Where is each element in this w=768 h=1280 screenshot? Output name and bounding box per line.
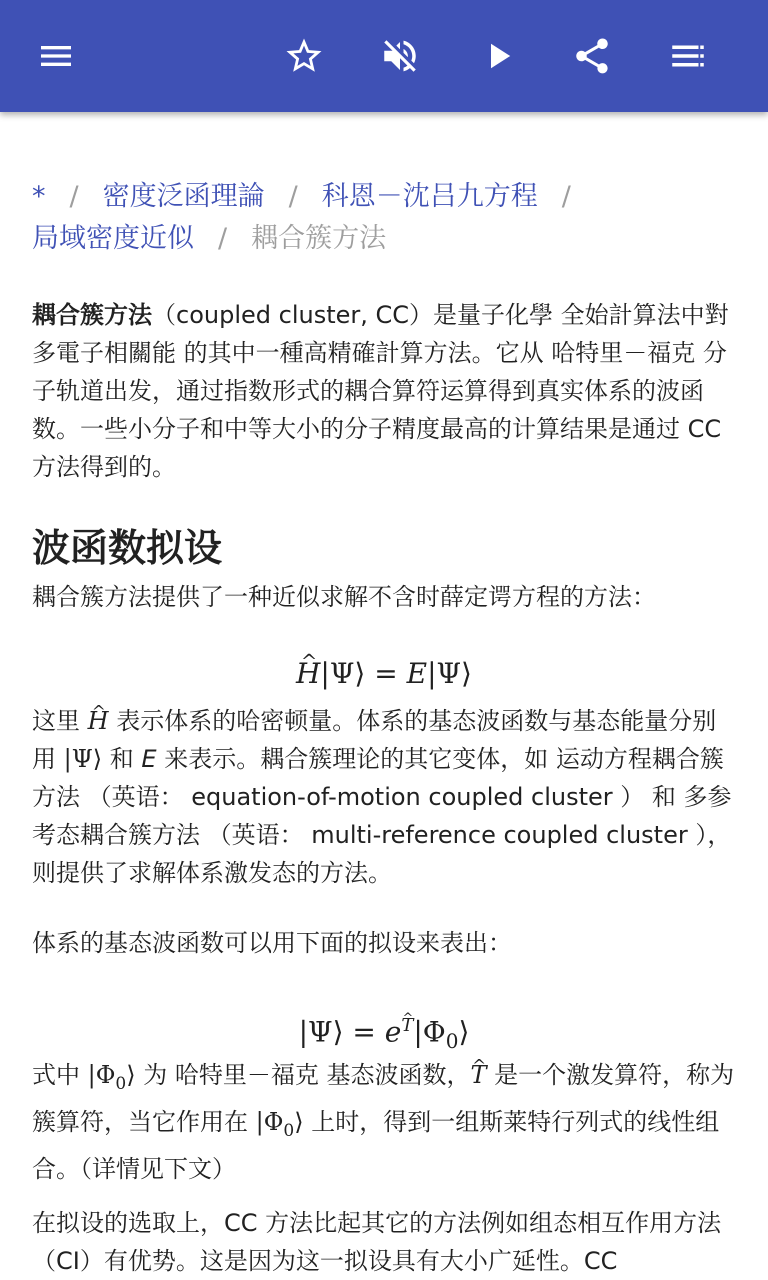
bookmark-button[interactable] [276,28,332,84]
breadcrumb-item-lda[interactable]: 局域密度近似 [32,223,194,254]
breadcrumb-separator: / [69,181,79,212]
intro-body: 是量子化學 全始計算法中對 多電子相關能 的其中一種高精確計算方法。它从 哈特里－福克 分子轨道出发，通过指数形式的耦合算符运算得到真实体系的波函数。一些小分子和中等大小的分子精度最高的计算结果是通过 CC 方法得到的。 [32,301,729,481]
breadcrumb-current: 耦合簇方法 [251,223,387,254]
menu-icon [36,36,76,76]
breadcrumb-separator: / [218,223,228,254]
play-icon [477,35,519,77]
equation-cc-ansatz: |Ψ⟩ = e^ $^T|\Phi_0⟩$ [0,1006,768,1061]
equation-schrodinger: ^ H|Ψ⟩ = E|Ψ⟩ [0,654,768,694]
breadcrumb [32,176,736,260]
menu-button[interactable] [28,28,84,84]
breadcrumb-item-root[interactable]: * [32,181,46,212]
section-paragraph-5: 在拟设的选取上，CC 方法比起其它的方法例如组态相互作用方法（CI）有优势。这是因为这一拟设具有大小广延性。CC [32,1209,722,1275]
section-paragraph-4: 式中 $|\Phi_0⟩$ 为 哈特里－福克 基态波函数，^ T 是一个激发算符，称为簇算符，当它作用在 $|\Phi_0⟩$ 上时，得到一组斯莱特行列式的线性组合。（详情见下文） [32,1056,738,1188]
share-icon [571,35,613,77]
app-bar [0,0,768,112]
playlist-icon [667,35,709,77]
volume-off-icon [379,35,421,77]
mute-button[interactable] [372,28,428,84]
article-content [0,112,768,1280]
article-term-english: （coupled cluster, CC） [152,301,434,329]
section-heading: 波函数拟设 [32,526,223,570]
star-outline-icon [283,35,325,77]
article-term: 耦合簇方法 [32,301,152,329]
play-button[interactable] [470,28,526,84]
section-paragraph-1: 耦合簇方法提供了一种近似求解不含时薛定谔方程的方法： [32,583,656,611]
intro-paragraph [32,296,738,486]
contents-button[interactable] [660,28,716,84]
breadcrumb-item-dft[interactable]: 密度泛函理論 [102,181,265,212]
breadcrumb-separator: / [561,181,571,212]
section-paragraph-3: 体系的基态波函数可以用下面的拟设来表出： [32,929,512,957]
section-paragraph-2: 这里 ^ H 表示体系的哈密顿量。体系的基态波函数与基态能量分别用 |Ψ⟩ 和 E 来表示。耦合簇理论的其它变体，如 运动方程耦合簇方法 （英语： equation-of-motion coupled cluster ） 和 多参考态耦合簇方法 （英语： multi-reference coupled cluster ），则提供了求解体系激发态的方法。 [32,702,738,892]
share-button[interactable] [564,28,620,84]
breadcrumb-separator: / [288,181,298,212]
breadcrumb-item-kohn-sham[interactable]: 科恩－沈吕九方程 [321,181,538,212]
